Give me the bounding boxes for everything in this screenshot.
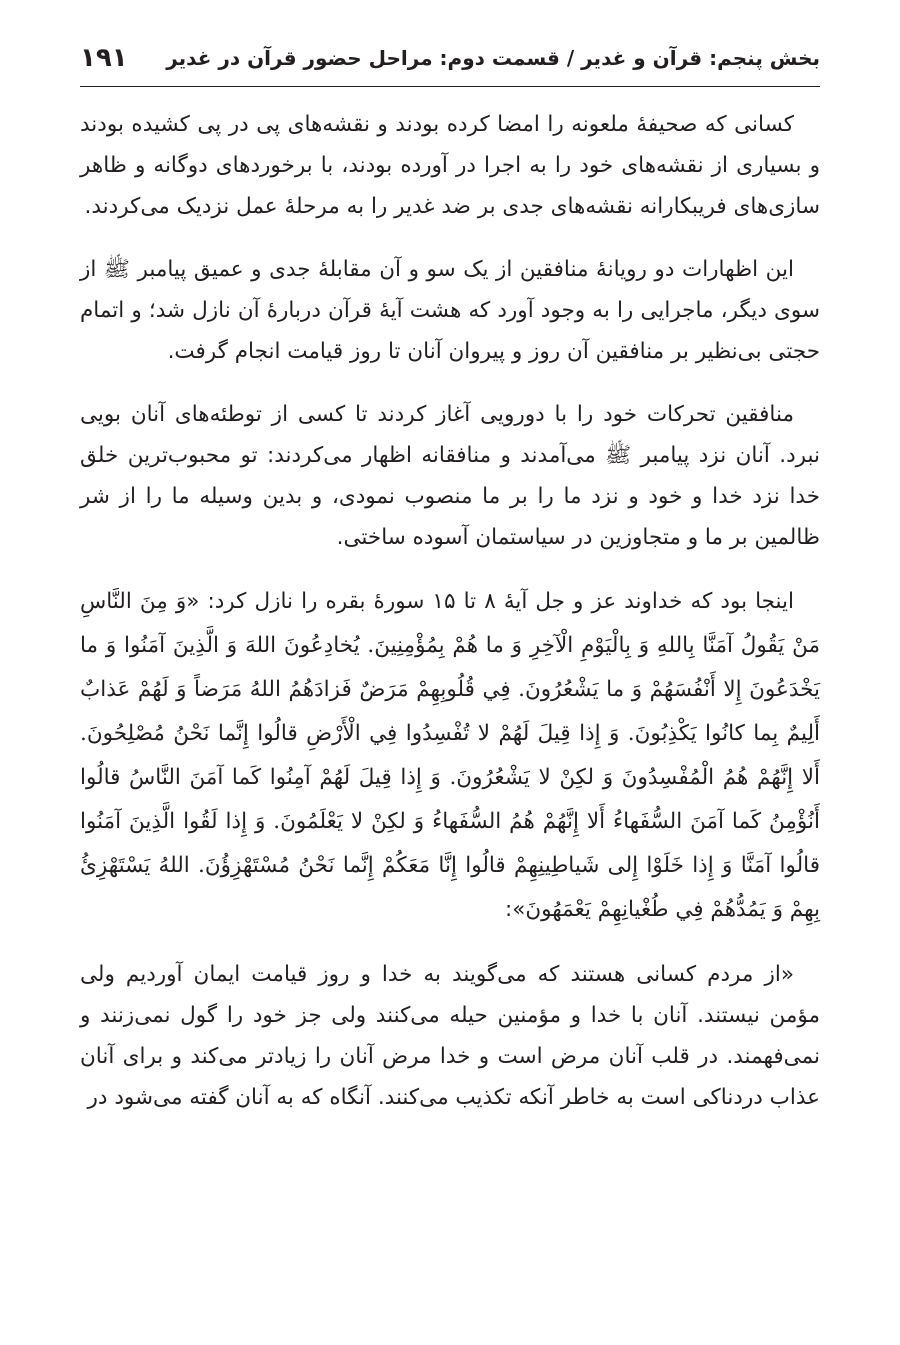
translation-paragraph: «از مردم کسانی هستند که می‌گویند به خدا و روز قیامت ایمان آوردیم ولی مؤمن نیستند. آنان با خدا و مؤمنین حیله می‌کنند ولی جز خود را گول نمی‌زنند و نمی‌فهمند. در قلب آنان مرض است و خدا مرض آنان را زیادتر می‌کند و برای آنان عذاب دردناکی است به خاطر آنکه تکذیب می‌کنند. آنگاه که به آنان گفته می‌شود در (80, 962, 820, 1110)
verse-open-mark: « (186, 589, 200, 614)
running-title: بخش پنجم: قرآن و غدیر / قسمت دوم: مراحل حضور قرآن در غدیر (166, 46, 820, 70)
quran-verses: وَ مِنَ النَّاسِ مَنْ يَقُولُ آمَنَّا بِاللهِ وَ بِالْيَوْمِ الْآخِرِ وَ ما هُمْ بِمُؤْمِنِينَ. يُخادِعُونَ اللهَ وَ الَّذِينَ آمَنُوا وَ ما يَخْدَعُونَ إِلا أَنْفُسَهُمْ وَ ما يَشْعُرُونَ. فِي قُلُوبِهِمْ مَرَضٌ فَزادَهُمُ اللهُ مَرَضاً وَ لَهُمْ عَذابٌ أَلِيمٌ بِما كانُوا يَكْذِبُونَ. وَ إِذا قِيلَ لَهُمْ لا تُفْسِدُوا فِي الْأَرْضِ قالُوا إِنَّما نَحْنُ مُصْلِحُونَ. أَلا إِنَّهُمْ هُمُ الْمُفْسِدُونَ وَ لكِنْ لا يَشْعُرُونَ. وَ إِذا قِيلَ لَهُمْ آمِنُوا كَما آمَنَ النَّاسُ قالُوا أَنُؤْمِنُ كَما آمَنَ السُّفَهاءُ أَلا إِنَّهُمْ هُمُ السُّفَهاءُ وَ لكِنْ لا يَعْلَمُونَ. وَ إِذا لَقُوا الَّذِينَ آمَنُوا قالُوا آمَنَّا وَ إِذا خَلَوْا إِلى شَياطِينِهِمْ قالُوا إِنَّا مَعَكُمْ إِنَّما نَحْنُ مُسْتَهْزِؤُنَ. اللهُ يَسْتَهْزِئُ بِهِمْ وَ يَمُدُّهُمْ فِي طُغْيانِهِمْ يَعْمَهُونَ (80, 589, 820, 922)
page-header (80, 30, 820, 87)
verse-paragraph (80, 580, 820, 932)
paragraph-3: منافقین تحرکات خود را با دورویی آغاز کردند تا کسی از توطئه‌های آنان بویی نبرد. آنان نزد پیامبر ﷺ می‌آمدند و منافقانه اظهار می‌کردند: تو محبوب‌ترین خلق خدا نزد خدا و خود و نزد ما را بر ما منصوب نمودی، و بدین وسیله ما را از شر ظالمین بر ما و متجاوزین در سیاستمان آسوده ساختی. (80, 402, 820, 550)
verse-close-mark: »: (504, 897, 526, 922)
page-number: ۱۹۱ (80, 43, 128, 73)
page-body (80, 104, 820, 1140)
verse-intro: اینجا بود که خداوند عز و جل آیۀ ۸ تا ۱۵ سورۀ بقره را نازل کرد: (199, 589, 794, 614)
paragraph-2: این اظهارات دو رویانۀ منافقین از یک سو و آن مقابلۀ جدی و عمیق پیامبر ﷺ از سوی دیگر، ماجرایی را به وجود آورد که هشت آیۀ قرآن دربارۀ آن نازل شد؛ و اتمام حجتی بی‌نظیر بر منافقین آن روز و پیروان آنان تا روز قیامت انجام گرفت. (80, 257, 820, 364)
paragraph-1: کسانی که صحیفۀ ملعونه را امضا کرده بودند و نقشه‌های پی در پی کشیده بودند و بسیاری از نقشه‌های خود را به اجرا در آورده بودند، با برخوردهای دوگانه و ظاهر سازی‌های فریبکارانه نقشه‌های جدی بر ضد غدیر را به مرحلۀ عمل نزدیک می‌کردند. (80, 112, 820, 219)
